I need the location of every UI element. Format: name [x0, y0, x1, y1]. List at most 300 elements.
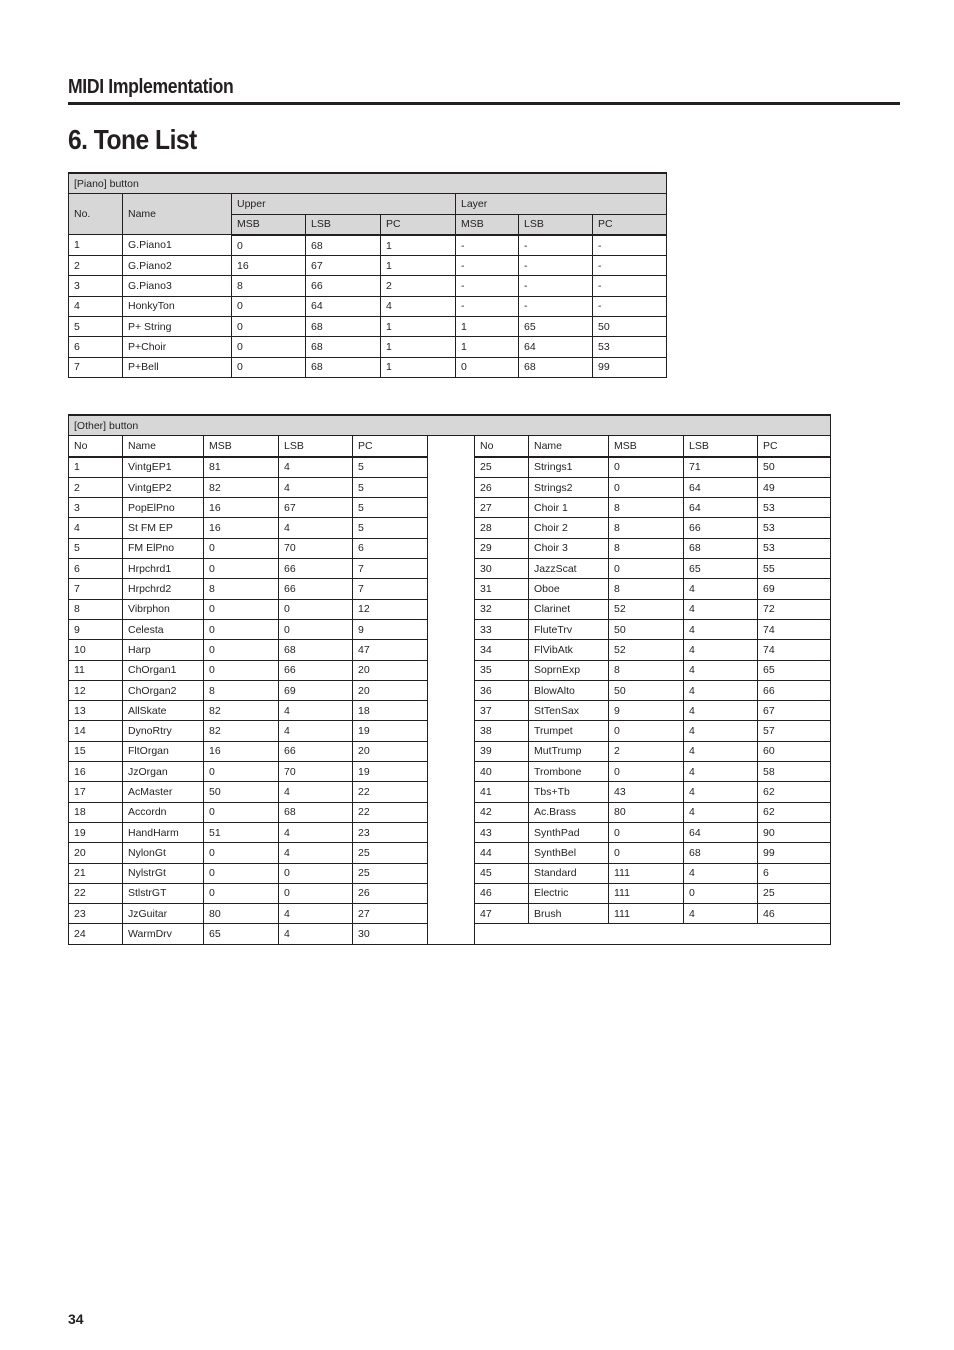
cell-layer-msb: -: [456, 235, 519, 256]
cell-no: 7: [69, 357, 123, 377]
piano-tone-table: [68, 172, 667, 378]
cell-msb: 8: [609, 579, 684, 599]
cell-pc: 6: [758, 863, 831, 883]
col-header-upper-lsb: LSB: [306, 214, 381, 235]
other-tone-table: [68, 414, 831, 945]
cell-pc: 22: [353, 782, 428, 802]
cell-lsb: 4: [279, 843, 353, 863]
cell-pc: 55: [758, 559, 831, 579]
cell-lsb: 4: [279, 701, 353, 721]
cell-layer-msb: 0: [456, 357, 519, 377]
cell-msb: 0: [204, 619, 279, 639]
cell-msb: 0: [609, 477, 684, 497]
cell-msb: 82: [204, 701, 279, 721]
column-gap: [428, 741, 475, 761]
cell-name: G.Piano1: [123, 235, 232, 256]
cell-name: Strings1: [529, 457, 609, 478]
cell-no: 14: [69, 721, 123, 741]
table-row: [69, 296, 667, 316]
cell-pc: 27: [353, 904, 428, 924]
cell-msb: 8: [204, 579, 279, 599]
cell-name: Tbs+Tb: [529, 782, 609, 802]
col-header-left-no: No: [69, 436, 123, 457]
cell-name: Oboe: [529, 579, 609, 599]
col-header-upper-msb: MSB: [232, 214, 306, 235]
cell-name: NylonGt: [123, 843, 204, 863]
cell-no: 32: [475, 599, 529, 619]
column-gap: [428, 619, 475, 639]
cell-upper-msb: 0: [232, 337, 306, 357]
cell-no: 26: [475, 477, 529, 497]
cell-lsb: 66: [279, 579, 353, 599]
table-row: [69, 619, 831, 639]
cell-layer-pc: -: [593, 276, 667, 296]
cell-lsb: 4: [684, 701, 758, 721]
cell-msb: 81: [204, 457, 279, 478]
cell-pc: 47: [353, 640, 428, 660]
cell-name: VintgEP1: [123, 457, 204, 478]
column-gap: [428, 904, 475, 924]
cell-name: Ac.Brass: [529, 802, 609, 822]
cell-msb: 50: [609, 619, 684, 639]
cell-upper-pc: 2: [381, 276, 456, 296]
cell-pc: 60: [758, 741, 831, 761]
cell-no: 45: [475, 863, 529, 883]
cell-upper-msb: 0: [232, 235, 306, 256]
cell-no: 29: [475, 538, 529, 558]
cell-pc: 65: [758, 660, 831, 680]
table-row: [69, 518, 831, 538]
cell-name: Choir 3: [529, 538, 609, 558]
cell-msb: 80: [609, 802, 684, 822]
cell-pc: 5: [353, 477, 428, 497]
cell-name: FltOrgan: [123, 741, 204, 761]
cell-lsb: 0: [279, 883, 353, 903]
page-title: 6. Tone List: [68, 124, 197, 155]
cell-no: 35: [475, 660, 529, 680]
cell-msb: 9: [609, 701, 684, 721]
cell-lsb: 4: [684, 863, 758, 883]
cell-msb: 50: [609, 680, 684, 700]
cell-pc: 57: [758, 721, 831, 741]
cell-no: 13: [69, 701, 123, 721]
table-row: [69, 680, 831, 700]
cell-msb: 8: [609, 518, 684, 538]
cell-name: Strings2: [529, 477, 609, 497]
cell-pc: 67: [758, 701, 831, 721]
cell-lsb: 64: [684, 498, 758, 518]
cell-msb: 0: [204, 640, 279, 660]
table-row: [69, 498, 831, 518]
cell-name: Trombone: [529, 762, 609, 782]
cell-no: 10: [69, 640, 123, 660]
cell-upper-lsb: 68: [306, 317, 381, 337]
cell-lsb: 0: [279, 599, 353, 619]
cell-lsb: 4: [684, 579, 758, 599]
other-table-caption: [Other] button: [69, 415, 831, 436]
cell-layer-lsb: -: [519, 256, 593, 276]
col-header-left-pc: PC: [353, 436, 428, 457]
cell-lsb: 4: [279, 782, 353, 802]
cell-no: 40: [475, 762, 529, 782]
column-gap: [428, 863, 475, 883]
column-gap: [428, 680, 475, 700]
column-gap: [428, 721, 475, 741]
cell-name: AcMaster: [123, 782, 204, 802]
cell-msb: 0: [609, 457, 684, 478]
cell-lsb: 4: [279, 822, 353, 842]
cell-no: 20: [69, 843, 123, 863]
cell-layer-pc: -: [593, 235, 667, 256]
table-row: [69, 883, 831, 903]
cell-pc: 62: [758, 802, 831, 822]
cell-msb: 2: [609, 741, 684, 761]
cell-pc: 5: [353, 518, 428, 538]
cell-lsb: 68: [684, 843, 758, 863]
cell-pc: 9: [353, 619, 428, 639]
cell-layer-lsb: -: [519, 235, 593, 256]
col-header-upper: Upper: [232, 194, 456, 214]
cell-no: 11: [69, 660, 123, 680]
cell-msb: 8: [609, 498, 684, 518]
cell-no: 34: [475, 640, 529, 660]
column-gap: [428, 822, 475, 842]
cell-msb: 82: [204, 721, 279, 741]
cell-no: 15: [69, 741, 123, 761]
cell-msb: 0: [204, 660, 279, 680]
cell-name: NylstrGt: [123, 863, 204, 883]
cell-lsb: 64: [684, 822, 758, 842]
column-gap: [428, 701, 475, 721]
cell-no: 18: [69, 802, 123, 822]
table-row: [69, 256, 667, 276]
cell-lsb: 69: [279, 680, 353, 700]
cell-layer-lsb: 68: [519, 357, 593, 377]
cell-pc: 62: [758, 782, 831, 802]
col-header-upper-pc: PC: [381, 214, 456, 235]
column-gap: [428, 782, 475, 802]
cell-pc: 90: [758, 822, 831, 842]
cell-lsb: 4: [684, 762, 758, 782]
cell-upper-msb: 16: [232, 256, 306, 276]
cell-name: Choir 2: [529, 518, 609, 538]
cell-lsb: 0: [684, 883, 758, 903]
cell-msb: 0: [204, 802, 279, 822]
cell-lsb: 66: [684, 518, 758, 538]
cell-lsb: 0: [279, 619, 353, 639]
cell-pc: 53: [758, 498, 831, 518]
col-header-left-msb: MSB: [204, 436, 279, 457]
cell-pc: 69: [758, 579, 831, 599]
cell-pc: 5: [353, 457, 428, 478]
cell-name: Choir 1: [529, 498, 609, 518]
cell-lsb: 4: [279, 457, 353, 478]
cell-no: 41: [475, 782, 529, 802]
cell-lsb: 70: [279, 762, 353, 782]
cell-name: JzGuitar: [123, 904, 204, 924]
column-gap: [428, 477, 475, 497]
cell-lsb: 4: [684, 721, 758, 741]
cell-msb: 0: [204, 599, 279, 619]
cell-name: SynthBel: [529, 843, 609, 863]
cell-name: VintgEP2: [123, 477, 204, 497]
cell-msb: 52: [609, 640, 684, 660]
table-row: [69, 924, 831, 944]
table-row: [69, 579, 831, 599]
cell-upper-msb: 0: [232, 296, 306, 316]
cell-msb: 8: [204, 680, 279, 700]
cell-no: 8: [69, 599, 123, 619]
col-header-left-name: Name: [123, 436, 204, 457]
table-row: [69, 477, 831, 497]
col-header-layer: Layer: [456, 194, 667, 214]
table-row: [69, 782, 831, 802]
cell-layer-lsb: -: [519, 276, 593, 296]
cell-name: St FM EP: [123, 518, 204, 538]
cell-msb: 0: [609, 762, 684, 782]
cell-no: 2: [69, 256, 123, 276]
cell-no: 1: [69, 457, 123, 478]
cell-name: SynthPad: [529, 822, 609, 842]
cell-no: 28: [475, 518, 529, 538]
cell-no: 31: [475, 579, 529, 599]
cell-name: Hrpchrd1: [123, 559, 204, 579]
cell-pc: 6: [353, 538, 428, 558]
cell-msb: 16: [204, 741, 279, 761]
cell-layer-msb: 1: [456, 337, 519, 357]
cell-name: P+ String: [123, 317, 232, 337]
cell-upper-pc: 1: [381, 317, 456, 337]
cell-lsb: 68: [279, 640, 353, 660]
cell-lsb: 66: [279, 660, 353, 680]
cell-name: Harp: [123, 640, 204, 660]
col-header-right-lsb: LSB: [684, 436, 758, 457]
column-gap: [428, 883, 475, 903]
cell-lsb: 4: [279, 924, 353, 944]
cell-lsb: 68: [279, 802, 353, 822]
cell-no: 3: [69, 498, 123, 518]
cell-pc: 23: [353, 822, 428, 842]
cell-name: FM ElPno: [123, 538, 204, 558]
cell-msb: 0: [204, 559, 279, 579]
column-gap: [428, 762, 475, 782]
cell-lsb: 4: [684, 802, 758, 822]
cell-upper-lsb: 68: [306, 337, 381, 357]
table-row: [69, 822, 831, 842]
column-gap: [428, 579, 475, 599]
cell-layer-pc: -: [593, 256, 667, 276]
piano-table-caption: [Piano] button: [69, 173, 667, 194]
table-row: [69, 802, 831, 822]
cell-msb: 0: [609, 721, 684, 741]
cell-msb: 0: [204, 883, 279, 903]
cell-name: Brush: [529, 904, 609, 924]
cell-msb: 43: [609, 782, 684, 802]
col-header-right-no: No: [475, 436, 529, 457]
cell-name: JazzScat: [529, 559, 609, 579]
cell-layer-lsb: -: [519, 296, 593, 316]
cell-name: FlVibAtk: [529, 640, 609, 660]
cell-no: 1: [69, 235, 123, 256]
cell-layer-msb: -: [456, 296, 519, 316]
cell-name: G.Piano2: [123, 256, 232, 276]
cell-no: 4: [69, 518, 123, 538]
cell-msb: 51: [204, 822, 279, 842]
cell-msb: 0: [204, 843, 279, 863]
cell-no: 17: [69, 782, 123, 802]
table-row: [69, 701, 831, 721]
cell-msb: 111: [609, 883, 684, 903]
table-row: [69, 741, 831, 761]
cell-no: 5: [69, 538, 123, 558]
column-gap: [428, 640, 475, 660]
cell-msb: 0: [609, 822, 684, 842]
table-row: [69, 640, 831, 660]
cell-no: 4: [69, 296, 123, 316]
cell-no: 7: [69, 579, 123, 599]
col-header-layer-pc: PC: [593, 214, 667, 235]
cell-no: 30: [475, 559, 529, 579]
cell-lsb: 4: [684, 619, 758, 639]
cell-lsb: 4: [279, 518, 353, 538]
cell-layer-msb: -: [456, 276, 519, 296]
table-row: [69, 863, 831, 883]
col-header-name: Name: [123, 194, 232, 235]
table-row: [69, 357, 667, 377]
empty-cell: [475, 924, 831, 944]
cell-pc: 26: [353, 883, 428, 903]
cell-no: 9: [69, 619, 123, 639]
cell-pc: 66: [758, 680, 831, 700]
cell-no: 24: [69, 924, 123, 944]
cell-no: 5: [69, 317, 123, 337]
cell-upper-lsb: 66: [306, 276, 381, 296]
cell-no: 2: [69, 477, 123, 497]
cell-pc: 20: [353, 680, 428, 700]
cell-name: G.Piano3: [123, 276, 232, 296]
cell-lsb: 71: [684, 457, 758, 478]
cell-no: 6: [69, 559, 123, 579]
cell-msb: 8: [609, 660, 684, 680]
cell-lsb: 66: [279, 559, 353, 579]
cell-pc: 20: [353, 741, 428, 761]
cell-upper-pc: 1: [381, 256, 456, 276]
cell-pc: 7: [353, 559, 428, 579]
cell-name: PopElPno: [123, 498, 204, 518]
cell-msb: 16: [204, 518, 279, 538]
cell-name: Electric: [529, 883, 609, 903]
col-header-right-name: Name: [529, 436, 609, 457]
cell-msb: 16: [204, 498, 279, 518]
cell-name: FluteTrv: [529, 619, 609, 639]
cell-msb: 111: [609, 904, 684, 924]
cell-name: StTenSax: [529, 701, 609, 721]
cell-no: 19: [69, 822, 123, 842]
table-row: [69, 235, 667, 256]
cell-lsb: 4: [684, 904, 758, 924]
cell-lsb: 70: [279, 538, 353, 558]
cell-msb: 0: [204, 538, 279, 558]
col-header-no: No.: [69, 194, 123, 235]
cell-no: 38: [475, 721, 529, 741]
cell-name: Standard: [529, 863, 609, 883]
page-number: 34: [68, 1311, 84, 1327]
cell-no: 46: [475, 883, 529, 903]
cell-msb: 52: [609, 599, 684, 619]
cell-upper-pc: 4: [381, 296, 456, 316]
cell-no: 33: [475, 619, 529, 639]
cell-pc: 49: [758, 477, 831, 497]
cell-name: Vibrphon: [123, 599, 204, 619]
cell-no: 37: [475, 701, 529, 721]
cell-pc: 30: [353, 924, 428, 944]
cell-no: 44: [475, 843, 529, 863]
cell-upper-pc: 1: [381, 235, 456, 256]
cell-layer-lsb: 64: [519, 337, 593, 357]
cell-pc: 53: [758, 518, 831, 538]
column-gap: [428, 518, 475, 538]
cell-msb: 0: [204, 863, 279, 883]
cell-lsb: 4: [684, 782, 758, 802]
table-row: [69, 276, 667, 296]
table-row: [69, 337, 667, 357]
cell-name: Trumpet: [529, 721, 609, 741]
cell-lsb: 66: [279, 741, 353, 761]
section-divider: [68, 102, 900, 105]
table-row: [69, 904, 831, 924]
cell-lsb: 65: [684, 559, 758, 579]
cell-upper-lsb: 68: [306, 235, 381, 256]
cell-layer-msb: 1: [456, 317, 519, 337]
cell-pc: 99: [758, 843, 831, 863]
cell-name: Accordn: [123, 802, 204, 822]
table-row: [69, 457, 831, 478]
cell-name: MutTrump: [529, 741, 609, 761]
cell-msb: 0: [609, 559, 684, 579]
cell-pc: 53: [758, 538, 831, 558]
cell-layer-pc: 99: [593, 357, 667, 377]
cell-pc: 46: [758, 904, 831, 924]
cell-no: 47: [475, 904, 529, 924]
table-row: [69, 599, 831, 619]
cell-name: WarmDrv: [123, 924, 204, 944]
cell-no: 36: [475, 680, 529, 700]
cell-name: JzOrgan: [123, 762, 204, 782]
cell-no: 3: [69, 276, 123, 296]
column-gap: [428, 802, 475, 822]
cell-pc: 74: [758, 640, 831, 660]
col-header-layer-lsb: LSB: [519, 214, 593, 235]
cell-no: 23: [69, 904, 123, 924]
cell-pc: 25: [353, 843, 428, 863]
section-title: MIDI Implementation: [68, 76, 234, 98]
cell-lsb: 4: [684, 660, 758, 680]
cell-layer-msb: -: [456, 256, 519, 276]
table-row: [69, 317, 667, 337]
cell-name: P+Choir: [123, 337, 232, 357]
column-gap: [428, 436, 475, 457]
cell-pc: 5: [353, 498, 428, 518]
col-header-layer-msb: MSB: [456, 214, 519, 235]
cell-upper-msb: 8: [232, 276, 306, 296]
cell-pc: 58: [758, 762, 831, 782]
cell-pc: 18: [353, 701, 428, 721]
cell-lsb: 67: [279, 498, 353, 518]
cell-lsb: 4: [279, 904, 353, 924]
cell-upper-lsb: 64: [306, 296, 381, 316]
cell-pc: 19: [353, 762, 428, 782]
cell-layer-lsb: 65: [519, 317, 593, 337]
